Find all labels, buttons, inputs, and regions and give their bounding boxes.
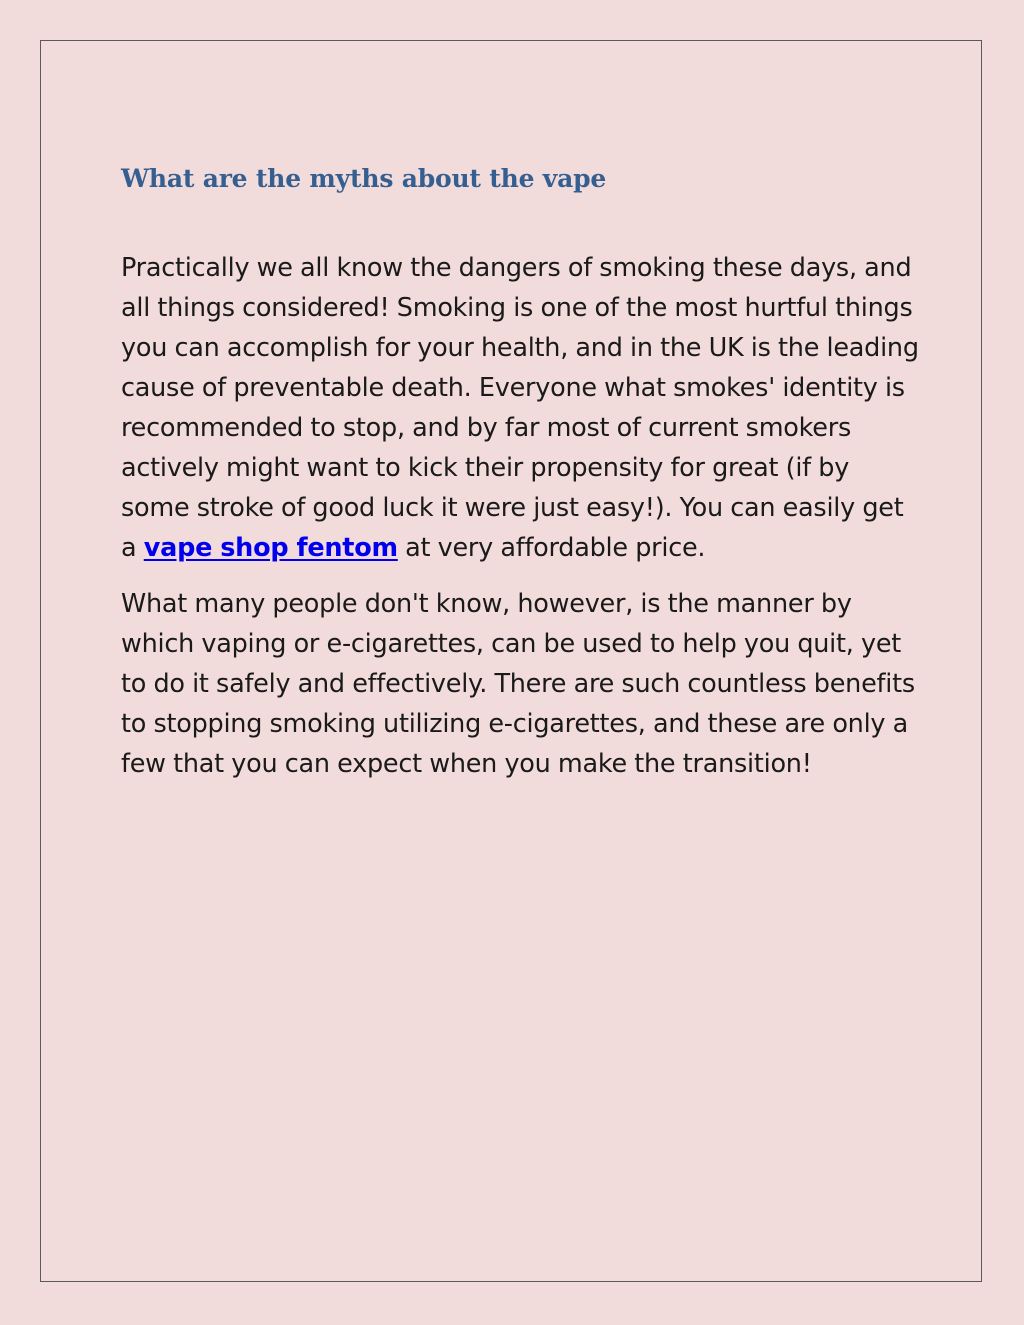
paragraph-2: What many people don't know, however, is the manner by which vaping or e-cigarettes, can be used to help you quit, yet to do it safely and effectively. There are such countless benefits to stopping smoking utilizing e-cigarettes, and these are only a few that you can expect when you make the transition!	[121, 589, 915, 779]
paragraph-1-text-before-link: Practically we all know the dangers of smoking these days, and all things considered! Smoking is one of the most hurtful things you can accomplish for your health, and in the UK is the leading cause of preventable death. Everyone what smokes' identity is recommended to stop, and by far most of current smokers actively might want to kick their propensity for great (if by some stroke of good luck it were just easy!). You can easily get a	[121, 253, 919, 563]
paragraph-1-text-after-link: at very affordable price.	[397, 533, 706, 563]
vape-shop-link[interactable]: vape shop fentom	[143, 533, 398, 563]
document-heading: What are the myths about the vape	[121, 164, 607, 193]
document-content	[121, 160, 921, 784]
paragraph-1	[121, 248, 921, 568]
